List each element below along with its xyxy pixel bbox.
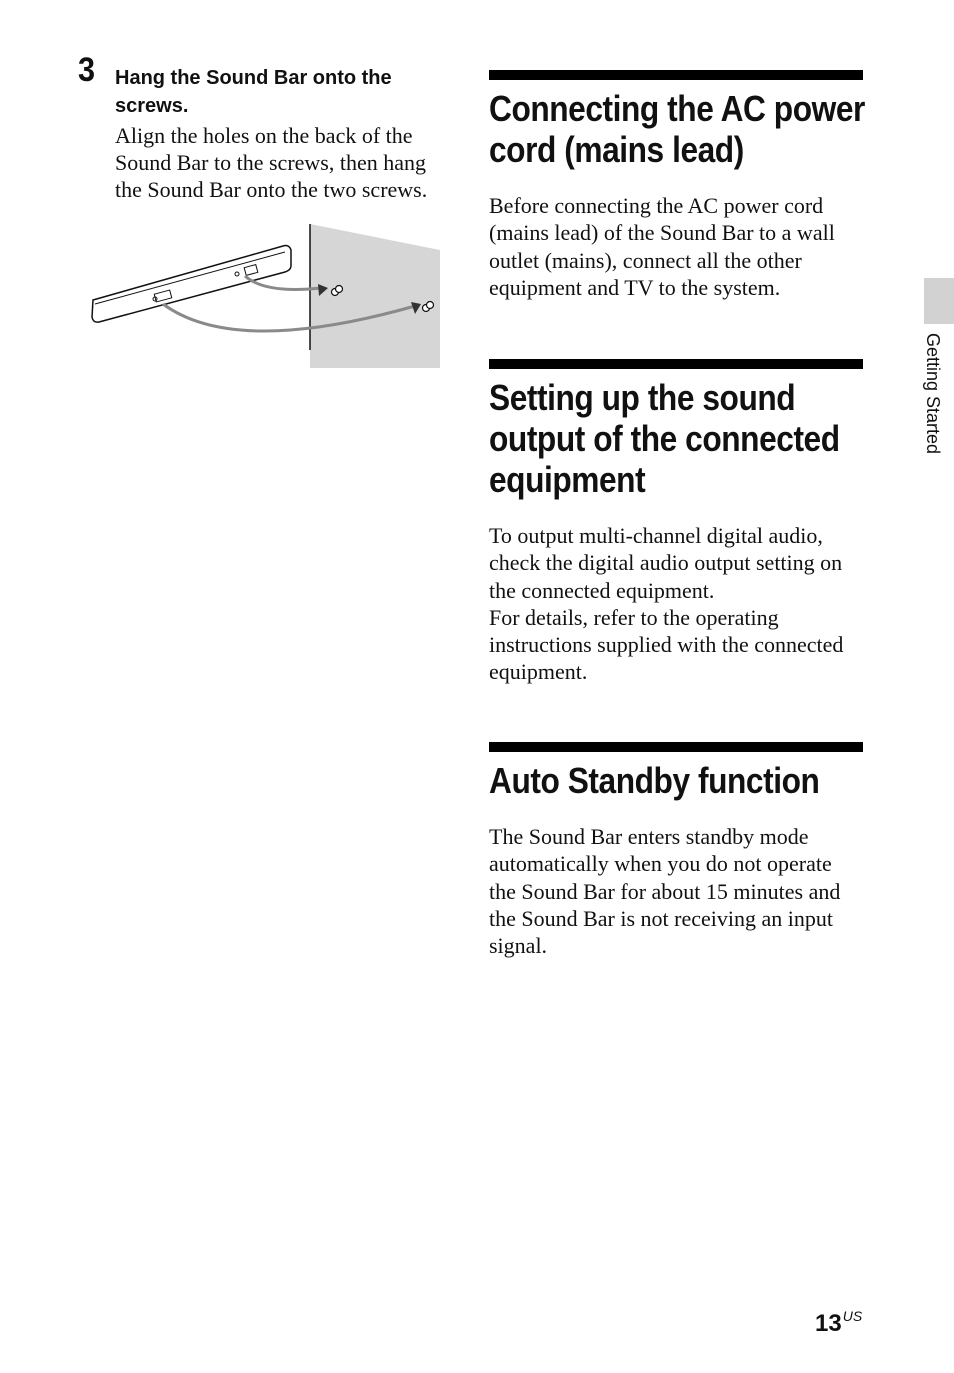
- side-tab-label: Getting Started: [923, 333, 943, 455]
- step-instructions: Align the holes on the back of the Sound Bar to the screws, then hang the Sound Bar onto the two screws.: [115, 123, 428, 202]
- sound-bar-wall-mount-illustration: [85, 222, 445, 372]
- side-tab-marker: [924, 278, 954, 324]
- page-number-suffix: US: [842, 1308, 863, 1324]
- section-paragraph: For details, refer to the operating instructions supplied with the connected equipment.: [489, 604, 844, 685]
- section-heading: Connecting the AC power cord (mains lead): [489, 88, 865, 170]
- page-number: [815, 1308, 862, 1338]
- section-paragraph: Before connecting the AC power cord (mains lead) of the Sound Bar to a wall outlet (mains), connect all the other equipment and TV to the system.: [489, 193, 835, 300]
- section-auto-standby: [489, 742, 863, 959]
- section-rule: [489, 70, 863, 80]
- page-number-value: 13: [815, 1310, 842, 1337]
- section-rule: [489, 742, 863, 752]
- section-rule: [489, 359, 863, 369]
- section-sound-output: [489, 359, 863, 686]
- section-heading: Setting up the sound output of the connected equipment: [489, 377, 840, 500]
- section-paragraph: The Sound Bar enters standby mode automatically when you do not operate the Sound Bar for about 15 minutes and the Sound Bar is not receiving an input signal.: [489, 824, 841, 959]
- section-heading: Auto Standby function: [489, 760, 820, 801]
- step-title: Hang the Sound Bar onto the screws.: [115, 67, 392, 117]
- section-paragraph: To output multi-channel digital audio, check the digital audio output setting on the connected equipment.: [489, 523, 843, 603]
- section-ac-power: [489, 70, 863, 301]
- step-number: 3: [78, 51, 96, 89]
